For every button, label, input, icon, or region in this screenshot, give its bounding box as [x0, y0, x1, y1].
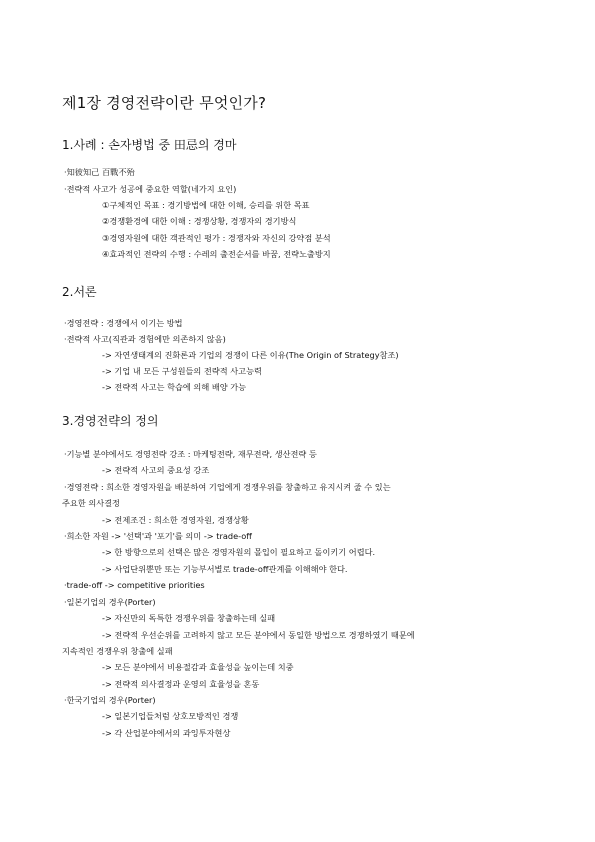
section-heading-1: 1.사례 : 손자병법 중 田忌의 경마 — [62, 138, 237, 152]
text-line: -> 일본기업들처럼 상호모방적인 경쟁 — [102, 711, 239, 721]
text-line: -> 기업 내 모든 구성원들의 전략적 사고능력 — [102, 366, 262, 376]
text-line: ·한국기업의 경우(Porter) — [64, 695, 156, 705]
text-line: ②경쟁환경에 대한 이해 : 경쟁상황, 경쟁자의 경기방식 — [102, 216, 297, 226]
text-line: ·전략적 사고가 성공에 중요한 역할(네가지 요인) — [64, 184, 237, 194]
section-heading-3: 3.경영전략의 정의 — [62, 414, 159, 428]
text-line: -> 전략적 우선순위를 고려하지 않고 모든 분야에서 동일한 방법으로 경쟁하였기 때문에 — [102, 630, 415, 640]
text-line: ·기능별 분야에서도 경영전략 강조 : 마케팅전략, 재무전략, 생산전략 등 — [64, 449, 317, 459]
text-line: ·trade-off -> competitive priorities — [64, 580, 205, 590]
text-line: -> 자신만의 독특한 경쟁우위를 창출하는데 실패 — [102, 613, 276, 623]
text-line: ·경영전략 : 희소한 경영자원을 배분하여 기업에게 경쟁우위를 창출하고 유지시켜 줄 수 있는 — [64, 482, 391, 492]
text-line: -> 전략적 의사결정과 운영의 효율성을 혼동 — [102, 679, 260, 689]
text-line: ③경영자원에 대한 객관적인 평가 : 경쟁자와 자신의 강약점 분석 — [102, 233, 331, 243]
page-title: 제1장 경영전략이란 무엇인가? — [62, 94, 267, 112]
text-line: ·知彼知己 百戰不殆 — [64, 167, 135, 177]
section-heading-2: 2.서론 — [62, 285, 97, 299]
text-line: -> 사업단위뿐만 또는 기능부서별로 trade-off관계를 이해해야 한다. — [102, 564, 348, 574]
text-line: -> 한 방향으로의 선택은 많은 경영자원의 몰입이 필요하고 돌이키기 어렵다. — [102, 547, 376, 557]
text-line: ④효과적인 전략의 수행 : 수레의 출전순서를 바꿈, 전략노출방지 — [102, 249, 331, 259]
text-line: -> 전제조건 : 희소한 경영자원, 경쟁상황 — [102, 515, 249, 525]
text-line: ·경영전략 : 경쟁에서 이기는 방법 — [64, 318, 183, 328]
text-line: -> 전략적 사고의 중요성 강조 — [102, 465, 210, 475]
text-line: -> 각 산업분야에서의 과잉투자현상 — [102, 728, 231, 738]
text-line: -> 전략적 사고는 학습에 의해 배양 가능 — [102, 382, 247, 392]
text-line: 지속적인 경쟁우위 창출에 실패 — [62, 646, 173, 656]
text-line: -> 모든 분야에서 비용절감과 효율성을 높이는데 치중 — [102, 662, 294, 672]
text-line: 주요한 의사결정 — [62, 498, 120, 508]
text-line: ①구체적인 목표 : 경기방법에 대한 이해, 승리를 위한 목표 — [102, 200, 310, 210]
text-line: ·일본기업의 경우(Porter) — [64, 597, 156, 607]
text-line: -> 자연생태계의 진화론과 기업의 경쟁이 다른 이유(The Origin of Strategy참조) — [102, 350, 399, 360]
text-line: ·전략적 사고(직관과 경험에만 의존하지 않음) — [64, 334, 226, 344]
text-line: ·희소한 자원 -> '선택'과 '포기'를 의미 -> trade-off — [64, 531, 252, 541]
